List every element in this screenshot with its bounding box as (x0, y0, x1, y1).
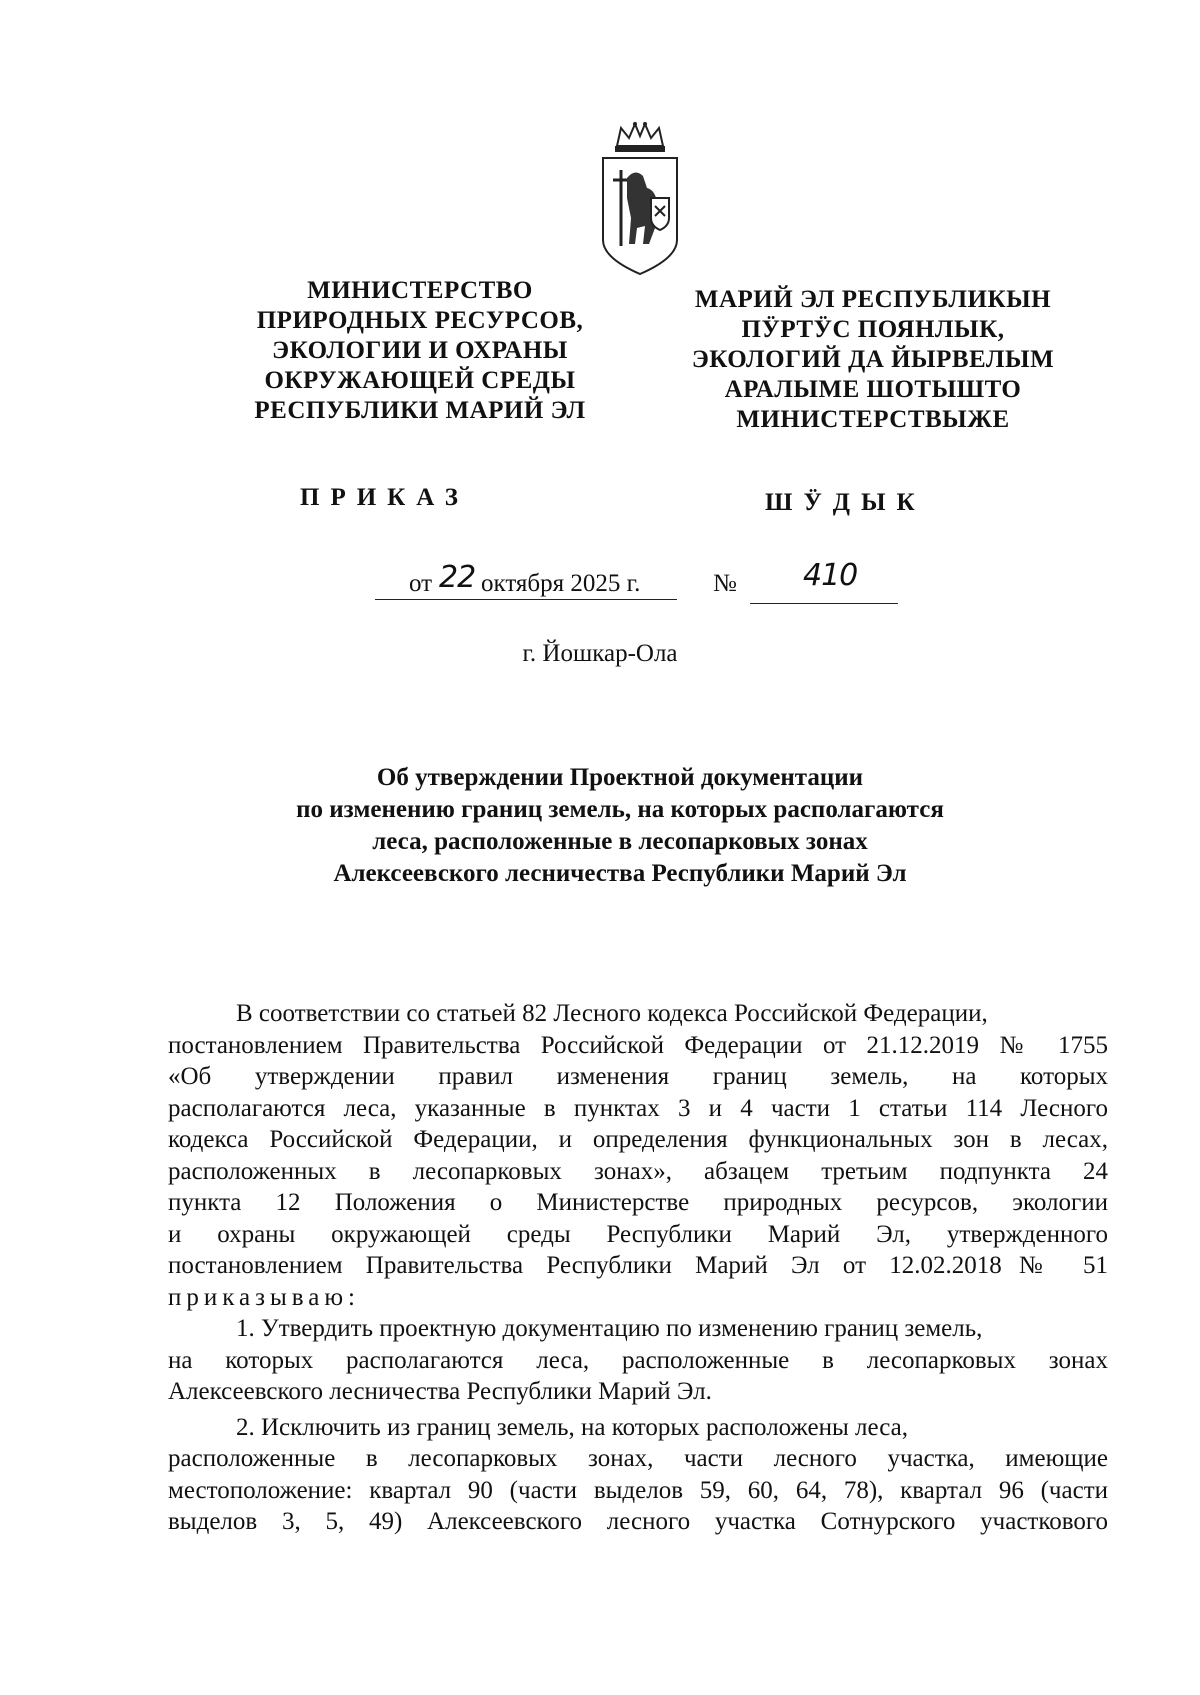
org-line: ПӰРТӰС ПОЯНЛЫК, (741, 316, 1005, 343)
org-line: МИНИСТЕРСТВЫЖЕ (736, 406, 1010, 433)
preamble-line: постановлением Правительства Российской Федерации от 21.12.2019 № 1755 (168, 1031, 1108, 1059)
preamble-line: пункта 12 Положения о Министерстве природных ресурсов, экологии (168, 1189, 1108, 1216)
city: г. Йошкар-Ола (522, 640, 678, 667)
item2-line: 2. Исключить из границ земель, на которых расположены леса, (236, 1413, 908, 1441)
org-line: МАРИЙ ЭЛ РЕСПУБЛИКЫН (694, 286, 1052, 313)
org-line: РЕСПУБЛИКИ МАРИЙ ЭЛ (254, 397, 586, 424)
date-day-handwritten: 22 (439, 560, 476, 595)
org-line: ЭКОЛОГИЙ ДА ЙЫРВЕЛЫМ (691, 346, 1055, 373)
title-line: Об утверждении Проектной документации (376, 764, 864, 791)
preamble-line: кодекса Российской Федерации, и определения функциональных зон в лесах, (168, 1126, 1108, 1153)
item1-line: 1. Утвердить проектную документацию по изменению границ земель, (236, 1315, 983, 1342)
org-line: ОКРУЖАЮЩЕЙ СРЕДЫ (264, 367, 576, 394)
org-line: МИНИСТЕРСТВО (307, 277, 533, 304)
item2-line: выделов 3, 5, 49) Алексеевского лесного участка Сотнурского участкового (168, 1508, 1108, 1535)
order-label-mari: ШӰДЫК (765, 489, 926, 516)
ministry-name-russian (220, 276, 620, 426)
date-month-year: октября 2025 г. (481, 570, 641, 597)
item1-line: на которых располагаются леса, расположенные в лесопарковых зонах (168, 1346, 1108, 1374)
document-title (180, 762, 1060, 890)
item1-line: Алексеевского лесничества Республики Марий Эл. (168, 1378, 712, 1405)
preamble-line: и охраны окружающей среды Республики Марий Эл, утвержденного (168, 1220, 1108, 1248)
preamble-line: «Об утверждении правил изменения границ земель, на которых (168, 1063, 1108, 1090)
org-line: ПРИРОДНЫХ РЕСУРСОВ, (256, 307, 584, 334)
title-line: по изменению границ земель, на которых располагаются (296, 796, 944, 823)
order-label-russian: ПРИКАЗ (300, 484, 469, 511)
coat-of-arms-icon (597, 118, 683, 278)
number-underline (750, 603, 898, 604)
date-number-line (375, 558, 895, 606)
preamble-line: В соответствии со статьей 82 Лесного кодекса Российской Федерации, (236, 1000, 988, 1027)
org-line: АРАЛЫМЕ ШОТЫШТО (724, 376, 1022, 403)
title-line: леса, расположенные в лесопарковых зонах (372, 828, 868, 855)
preamble-line: располагаются леса, указанные в пунктах 3 и 4 части 1 статьи 114 Лесного (168, 1094, 1108, 1122)
item2-line: расположенные в лесопарковых зонах, части лесного участка, имеющие (168, 1445, 1108, 1472)
preamble-line: расположенных в лесопарковых зонах», абзацем третьим подпункта 24 (168, 1157, 1108, 1185)
preamble-line: постановлением Правительства Республики Марий Эл от 12.02.2018№ 51 (168, 1252, 1108, 1279)
title-line: Алексеевского лесничества Республики Марий Эл (333, 860, 907, 887)
ministry-name-mari (668, 285, 1078, 435)
order-word: приказываю: (168, 1283, 360, 1311)
document-body (168, 998, 1108, 1538)
item2-line: местоположение: квартал 90 (части выделов 59, 60, 64, 78), квартал 96 (части (168, 1476, 1108, 1504)
date-prefix: от (409, 570, 433, 597)
order-number-handwritten: 410 (803, 558, 858, 593)
org-line: ЭКОЛОГИИ И ОХРАНЫ (272, 337, 568, 364)
date-underline (375, 599, 677, 600)
number-label: № (713, 570, 737, 597)
